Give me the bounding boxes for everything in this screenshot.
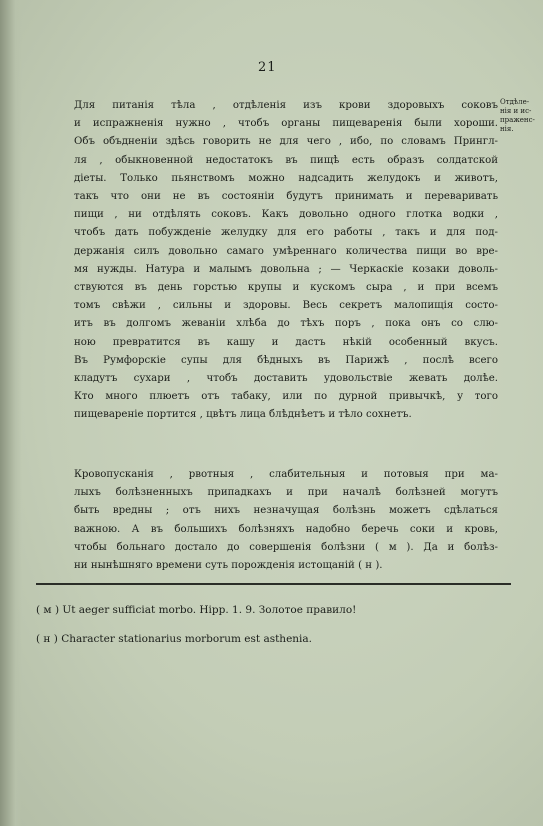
text-line: ни нынѣшняго времени суть порожденія истощаній ( н ).: [74, 560, 383, 572]
margin-note-line: праженс-: [500, 116, 535, 124]
text-line: ствуются въ день горстью крупы и кускомъ сыра , и при всемъ: [74, 282, 498, 294]
text-line: мя нужды. Натура и малымъ довольна ; — Черкаскіе козаки доволь-: [74, 263, 498, 275]
margin-note-line: нія.: [500, 125, 514, 133]
text-line: пищевареніе портится , цвѣтъ лица блѣднѣетъ и тѣло сохнетъ.: [74, 409, 412, 421]
text-line: лыхъ болѣзненныхъ припадкахъ и при началѣ болѣзней могутъ: [74, 487, 498, 499]
text-line: ля , обыкновенной недостатокъ въ пищѣ есть образъ солдатской: [74, 154, 498, 166]
footnote-m: ( м ) Ut aeger sufficiat morbo. Hipp. 1. 9. Золотое правило!: [36, 604, 357, 616]
text-line: и испражненія нужно , чтобъ органы пищеваренія были хороши.: [74, 118, 498, 130]
text-line: чтобъ дать побужденіе желудку для его работы , такъ и для под-: [74, 227, 498, 239]
text-line: Въ Румфорскіе супы для бѣдныхъ въ Парижѣ , послѣ всего: [74, 354, 498, 366]
text-line: держанія силъ довольно самаго умѣреннаго количества пищи во вре-: [74, 245, 498, 257]
text-line: Кровопусканія , рвотныя , слабительныя и потовыя при ма-: [74, 469, 498, 480]
text-line: Объ объдненіи здѣсь говорить не для чего , ибо, по словамъ Прингл-: [74, 136, 498, 148]
margin-note-line: нія и ис-: [500, 107, 532, 115]
text-line: ною превратится въ кашу и дастъ нѣкій особенный вкусъ.: [74, 336, 498, 348]
margin-note: [500, 98, 542, 134]
paragraph-bloodletting: [74, 466, 498, 575]
text-line: діеты. Только пьянствомъ можно надсадить желудокъ и животъ,: [74, 172, 498, 184]
text-line: томъ свѣжи , сильны и здоровы. Весь секретъ малопищія состо-: [74, 300, 498, 312]
text-line: итъ въ долгомъ жеваніи хлѣба до тѣхъ поръ , пока онъ со слю-: [74, 318, 498, 330]
text-line: пищи , ни отдѣлять соковъ. Какъ довольно одного глотка водки ,: [74, 209, 498, 221]
page-number: 21: [258, 60, 277, 75]
paragraph-digestion: [74, 97, 498, 425]
text-line: Кто много плюетъ отъ табаку, или по дурной привычкѣ, у того: [74, 391, 498, 403]
text-line: такъ что они не въ состояніи будутъ принимать и переваривать: [74, 191, 498, 203]
margin-note-line: Отдѣле-: [500, 98, 530, 106]
text-line: чтобы больнаго достало до совершенія болѣзни ( м ). Да и болѣз-: [74, 541, 498, 553]
text-line: Для питанія тѣла , отдѣленія изъ крови здоровыхъ соковъ: [74, 100, 498, 111]
footnote-divider: [36, 583, 511, 585]
footnote-n: ( н ) Character stationarius morborum est asthenia.: [36, 633, 313, 645]
text-line: быть вредны ; отъ нихъ незначущая болѣзнь можетъ сдѣлаться: [74, 505, 498, 517]
text-line: важною. А въ большихъ болѣзняхъ надобно беречь соки и кровь,: [74, 523, 498, 535]
text-line: кладутъ сухари , чтобъ доставить удовольствіе жевать долѣе.: [74, 373, 498, 385]
page-gutter-shadow: [0, 0, 22, 826]
footnotes: [36, 596, 506, 654]
